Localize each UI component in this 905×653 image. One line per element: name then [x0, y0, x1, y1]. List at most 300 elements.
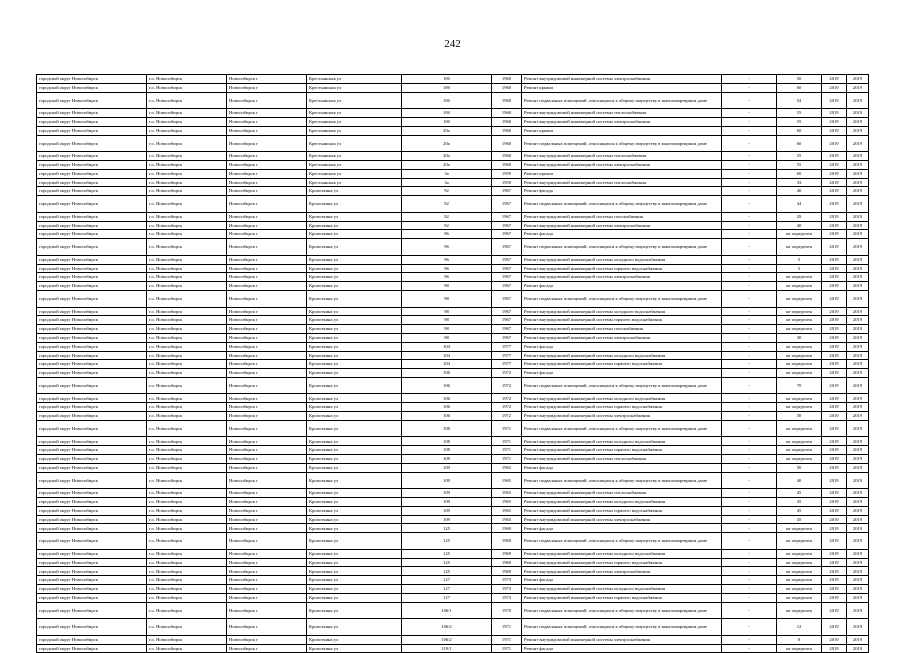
house-number-cell: 125	[402, 524, 492, 533]
district-cell: городской округ Новосибирск	[37, 316, 147, 325]
settlement-cell: г.о. Новосибирск	[147, 524, 227, 533]
extra-cell: -	[722, 307, 777, 316]
work-type-cell: Ремонт внутридомовой инженерной системы горячего водоснабжения	[522, 558, 722, 567]
house-number-cell: 104	[402, 342, 492, 351]
amount-cell: не определен	[777, 585, 822, 594]
work-type-cell: Ремонт внутридомовой инженерной системы горячего водоснабжения	[522, 593, 722, 602]
settlement-cell: г.о. Новосибирск	[147, 169, 227, 178]
street-cell: Крестьянская ул	[307, 92, 402, 109]
house-number-cell: 18б	[402, 92, 492, 109]
year-to-cell: 2019	[847, 515, 869, 524]
table-row	[37, 489, 869, 498]
district-cell: городской округ Новосибирск	[37, 533, 147, 550]
extra-cell: -	[722, 549, 777, 558]
amount-cell: не определен	[777, 282, 822, 291]
table-row	[37, 316, 869, 325]
work-type-cell: Ремонт внутридомовой инженерной системы теплоснабжения	[522, 455, 722, 464]
year-from-cell: 2019	[822, 446, 847, 455]
year-to-cell: 2019	[847, 264, 869, 273]
house-number-cell: 20а	[402, 152, 492, 161]
amount-cell: 60	[777, 169, 822, 178]
district-cell: городской округ Новосибирск	[37, 437, 147, 446]
table-body	[37, 75, 869, 653]
table-row	[37, 152, 869, 161]
work-type-cell: Ремонт внутридомовой инженерной системы теплоснабжения	[522, 489, 722, 498]
build-year-cell: 1967	[492, 273, 522, 282]
year-to-cell: 2019	[847, 369, 869, 378]
district-cell: городской округ Новосибирск	[37, 644, 147, 653]
year-to-cell: 2019	[847, 549, 869, 558]
build-year-cell: 1960	[492, 135, 522, 152]
build-year-cell: 1967	[492, 230, 522, 239]
year-from-cell: 2019	[822, 221, 847, 230]
table-row	[37, 212, 869, 221]
district-cell: городской округ Новосибирск	[37, 83, 147, 92]
house-number-cell: 127	[402, 576, 492, 585]
extra-cell: -	[722, 126, 777, 135]
street-cell: Кропоткина ул	[307, 282, 402, 291]
street-cell: Крестьянская ул	[307, 152, 402, 161]
year-to-cell: 2019	[847, 178, 869, 187]
district-cell: городской округ Новосибирск	[37, 463, 147, 472]
city-cell: Новосибирск г	[227, 290, 307, 307]
street-cell: Кропоткина ул	[307, 593, 402, 602]
house-number-cell: 98	[402, 333, 492, 342]
build-year-cell: 1960	[492, 160, 522, 169]
street-cell: Кропоткина ул	[307, 239, 402, 256]
work-type-cell: Ремонт подвальных помещений, относящихся к общему имуществу в многоквартирном доме	[522, 420, 722, 437]
year-to-cell: 2019	[847, 602, 869, 619]
extra-cell: -	[722, 602, 777, 619]
build-year-cell: 1967	[492, 196, 522, 213]
amount-cell: не определен	[777, 446, 822, 455]
street-cell: Крестьянская ул	[307, 109, 402, 118]
street-cell: Кропоткина ул	[307, 377, 402, 394]
district-cell: городской округ Новосибирск	[37, 307, 147, 316]
table-row	[37, 360, 869, 369]
table-row	[37, 558, 869, 567]
city-cell: Новосибирск г	[227, 377, 307, 394]
repair-schedule-table	[36, 74, 869, 653]
city-cell: Новосибирск г	[227, 644, 307, 653]
year-from-cell: 2019	[822, 644, 847, 653]
work-type-cell: Ремонт внутридомовой инженерной системы холодного водоснабжения	[522, 437, 722, 446]
extra-cell: -	[722, 644, 777, 653]
table-row	[37, 126, 869, 135]
year-from-cell: 2019	[822, 255, 847, 264]
year-to-cell: 2019	[847, 524, 869, 533]
street-cell: Кропоткина ул	[307, 412, 402, 421]
year-to-cell: 2019	[847, 394, 869, 403]
house-number-cell: 127	[402, 585, 492, 594]
city-cell: Новосибирск г	[227, 369, 307, 378]
work-type-cell: Ремонт фасада	[522, 369, 722, 378]
work-type-cell: Ремонт крыши	[522, 83, 722, 92]
year-from-cell: 2019	[822, 558, 847, 567]
build-year-cell: 1969	[492, 549, 522, 558]
build-year-cell: 1967	[492, 325, 522, 334]
work-type-cell: Ремонт подвальных помещений, относящихся к общему имуществу в многоквартирном доме	[522, 290, 722, 307]
settlement-cell: г.о. Новосибирск	[147, 342, 227, 351]
district-cell: городской округ Новосибирск	[37, 567, 147, 576]
year-to-cell: 2019	[847, 506, 869, 515]
extra-cell: -	[722, 412, 777, 421]
settlement-cell: г.о. Новосибирск	[147, 316, 227, 325]
settlement-cell: г.о. Новосибирск	[147, 230, 227, 239]
year-to-cell: 2019	[847, 255, 869, 264]
city-cell: Новосибирск г	[227, 92, 307, 109]
extra-cell: -	[722, 369, 777, 378]
year-to-cell: 2019	[847, 351, 869, 360]
table-row	[37, 472, 869, 489]
street-cell: Кропоткина ул	[307, 602, 402, 619]
city-cell: Новосибирск г	[227, 602, 307, 619]
house-number-cell: 96	[402, 239, 492, 256]
work-type-cell: Ремонт внутридомовой инженерной системы холодного водоснабжения	[522, 307, 722, 316]
year-from-cell: 2019	[822, 602, 847, 619]
house-number-cell: 109	[402, 506, 492, 515]
extra-cell: -	[722, 187, 777, 196]
house-number-cell: 125	[402, 558, 492, 567]
table-row	[37, 506, 869, 515]
extra-cell: -	[722, 489, 777, 498]
house-number-cell: 96	[402, 264, 492, 273]
city-cell: Новосибирск г	[227, 273, 307, 282]
build-year-cell: 1977	[492, 360, 522, 369]
house-number-cell: 106	[402, 369, 492, 378]
work-type-cell: Ремонт внутридомовой инженерной системы теплоснабжения	[522, 152, 722, 161]
build-year-cell: 1960	[492, 126, 522, 135]
settlement-cell: г.о. Новосибирск	[147, 635, 227, 644]
extra-cell: -	[722, 420, 777, 437]
district-cell: городской округ Новосибирск	[37, 549, 147, 558]
build-year-cell: 1960	[492, 75, 522, 84]
work-type-cell: Ремонт подвальных помещений, относящихся к общему имуществу в многоквартирном доме	[522, 602, 722, 619]
build-year-cell: 1965	[492, 515, 522, 524]
year-from-cell: 2019	[822, 92, 847, 109]
year-to-cell: 2019	[847, 412, 869, 421]
city-cell: Новосибирск г	[227, 593, 307, 602]
district-cell: городской округ Новосибирск	[37, 126, 147, 135]
year-from-cell: 2019	[822, 75, 847, 84]
build-year-cell: 1960	[492, 117, 522, 126]
street-cell: Кропоткина ул	[307, 351, 402, 360]
amount-cell: 50	[777, 463, 822, 472]
city-cell: Новосибирск г	[227, 126, 307, 135]
district-cell: городской округ Новосибирск	[37, 635, 147, 644]
house-number-cell: 106/2	[402, 619, 492, 636]
extra-cell: -	[722, 75, 777, 84]
amount-cell: не определен	[777, 239, 822, 256]
district-cell: городской округ Новосибирск	[37, 360, 147, 369]
year-to-cell: 2019	[847, 446, 869, 455]
house-number-cell: 108	[402, 446, 492, 455]
city-cell: Новосибирск г	[227, 152, 307, 161]
district-cell: городской округ Новосибирск	[37, 255, 147, 264]
city-cell: Новосибирск г	[227, 420, 307, 437]
district-cell: городской округ Новосибирск	[37, 178, 147, 187]
year-to-cell: 2019	[847, 558, 869, 567]
street-cell: Кропоткина ул	[307, 187, 402, 196]
work-type-cell: Ремонт внутридомовой инженерной системы газоснабжения	[522, 325, 722, 334]
district-cell: городской округ Новосибирск	[37, 369, 147, 378]
settlement-cell: г.о. Новосибирск	[147, 644, 227, 653]
table-row	[37, 576, 869, 585]
year-to-cell: 2019	[847, 567, 869, 576]
city-cell: Новосибирск г	[227, 75, 307, 84]
build-year-cell: 1973	[492, 593, 522, 602]
extra-cell: -	[722, 325, 777, 334]
extra-cell: -	[722, 273, 777, 282]
house-number-cell: 104	[402, 360, 492, 369]
house-number-cell: 106	[402, 377, 492, 394]
year-from-cell: 2019	[822, 126, 847, 135]
year-from-cell: 2019	[822, 533, 847, 550]
extra-cell: -	[722, 221, 777, 230]
street-cell: Кропоткина ул	[307, 369, 402, 378]
district-cell: городской округ Новосибирск	[37, 92, 147, 109]
settlement-cell: г.о. Новосибирск	[147, 196, 227, 213]
year-from-cell: 2019	[822, 333, 847, 342]
year-to-cell: 2019	[847, 635, 869, 644]
settlement-cell: г.о. Новосибирск	[147, 463, 227, 472]
settlement-cell: г.о. Новосибирск	[147, 498, 227, 507]
amount-cell: не определен	[777, 524, 822, 533]
city-cell: Новосибирск г	[227, 239, 307, 256]
build-year-cell: 1973	[492, 576, 522, 585]
amount-cell: 54	[777, 92, 822, 109]
house-number-cell: 109	[402, 498, 492, 507]
table-row	[37, 420, 869, 437]
year-to-cell: 2019	[847, 342, 869, 351]
street-cell: Кропоткина ул	[307, 316, 402, 325]
house-number-cell: 109	[402, 489, 492, 498]
year-to-cell: 2019	[847, 152, 869, 161]
year-from-cell: 2019	[822, 230, 847, 239]
build-year-cell: 1967	[492, 221, 522, 230]
city-cell: Новосибирск г	[227, 585, 307, 594]
work-type-cell: Ремонт внутридомовой инженерной системы горячего водоснабжения	[522, 506, 722, 515]
build-year-cell: 1972	[492, 394, 522, 403]
street-cell: Кропоткина ул	[307, 576, 402, 585]
street-cell: Кропоткина ул	[307, 437, 402, 446]
amount-cell: 12	[777, 619, 822, 636]
settlement-cell: г.о. Новосибирск	[147, 273, 227, 282]
table-row	[37, 602, 869, 619]
year-to-cell: 2019	[847, 307, 869, 316]
year-from-cell: 2019	[822, 117, 847, 126]
year-to-cell: 2019	[847, 169, 869, 178]
amount-cell: не определен	[777, 567, 822, 576]
house-number-cell: 106	[402, 394, 492, 403]
year-to-cell: 2019	[847, 325, 869, 334]
street-cell: Крестьянская ул	[307, 75, 402, 84]
table-row	[37, 282, 869, 291]
street-cell: Кропоткина ул	[307, 619, 402, 636]
street-cell: Кропоткина ул	[307, 567, 402, 576]
city-cell: Новосибирск г	[227, 196, 307, 213]
settlement-cell: г.о. Новосибирск	[147, 75, 227, 84]
year-from-cell: 2019	[822, 290, 847, 307]
amount-cell: не определен	[777, 558, 822, 567]
year-to-cell: 2019	[847, 282, 869, 291]
settlement-cell: г.о. Новосибирск	[147, 394, 227, 403]
year-from-cell: 2019	[822, 264, 847, 273]
work-type-cell: Ремонт внутридомовой инженерной системы электроснабжения	[522, 333, 722, 342]
street-cell: Крестьянская ул	[307, 126, 402, 135]
table-row	[37, 351, 869, 360]
amount-cell: не определен	[777, 533, 822, 550]
settlement-cell: г.о. Новосибирск	[147, 567, 227, 576]
work-type-cell: Ремонт внутридомовой инженерной системы электроснабжения	[522, 567, 722, 576]
settlement-cell: г.о. Новосибирск	[147, 109, 227, 118]
amount-cell: 40	[777, 472, 822, 489]
extra-cell: -	[722, 135, 777, 152]
street-cell: Кропоткина ул	[307, 524, 402, 533]
work-type-cell: Ремонт внутридомовой инженерной системы электроснабжения	[522, 515, 722, 524]
year-from-cell: 2019	[822, 549, 847, 558]
house-number-cell: 125	[402, 533, 492, 550]
district-cell: городской округ Новосибирск	[37, 239, 147, 256]
settlement-cell: г.о. Новосибирск	[147, 489, 227, 498]
work-type-cell: Ремонт внутридомовой инженерной системы электроснабжения	[522, 273, 722, 282]
city-cell: Новосибирск г	[227, 437, 307, 446]
street-cell: Кропоткина ул	[307, 533, 402, 550]
street-cell: Кропоткина ул	[307, 325, 402, 334]
work-type-cell: Ремонт внутридомовой инженерной системы горячего водоснабжения	[522, 446, 722, 455]
city-cell: Новосибирск г	[227, 394, 307, 403]
city-cell: Новосибирск г	[227, 533, 307, 550]
year-from-cell: 2019	[822, 585, 847, 594]
city-cell: Новосибирск г	[227, 635, 307, 644]
street-cell: Кропоткина ул	[307, 264, 402, 273]
extra-cell: -	[722, 455, 777, 464]
house-number-cell: 18б	[402, 117, 492, 126]
city-cell: Новосибирск г	[227, 455, 307, 464]
build-year-cell: 1960	[492, 109, 522, 118]
table-row	[37, 178, 869, 187]
district-cell: городской округ Новосибирск	[37, 515, 147, 524]
build-year-cell: 1967	[492, 307, 522, 316]
city-cell: Новосибирск г	[227, 264, 307, 273]
street-cell: Кропоткина ул	[307, 558, 402, 567]
house-number-cell: 98	[402, 316, 492, 325]
settlement-cell: г.о. Новосибирск	[147, 160, 227, 169]
street-cell: Кропоткина ул	[307, 307, 402, 316]
settlement-cell: г.о. Новосибирск	[147, 282, 227, 291]
district-cell: городской округ Новосибирск	[37, 230, 147, 239]
year-to-cell: 2019	[847, 160, 869, 169]
year-from-cell: 2019	[822, 489, 847, 498]
city-cell: Новосибирск г	[227, 282, 307, 291]
district-cell: городской округ Новосибирск	[37, 273, 147, 282]
extra-cell: -	[722, 394, 777, 403]
district-cell: городской округ Новосибирск	[37, 351, 147, 360]
house-number-cell: 108	[402, 420, 492, 437]
build-year-cell: 1967	[492, 255, 522, 264]
settlement-cell: г.о. Новосибирск	[147, 515, 227, 524]
house-number-cell: 98	[402, 290, 492, 307]
year-from-cell: 2019	[822, 394, 847, 403]
work-type-cell: Ремонт крыши	[522, 126, 722, 135]
city-cell: Новосибирск г	[227, 255, 307, 264]
street-cell: Кропоткина ул	[307, 644, 402, 653]
table-row	[37, 342, 869, 351]
street-cell: Кропоткина ул	[307, 515, 402, 524]
work-type-cell: Ремонт внутридомовой инженерной системы горячего водоснабжения	[522, 403, 722, 412]
extra-cell: -	[722, 333, 777, 342]
house-number-cell: 92	[402, 212, 492, 221]
year-from-cell: 2019	[822, 506, 847, 515]
year-from-cell: 2019	[822, 377, 847, 394]
district-cell: городской округ Новосибирск	[37, 169, 147, 178]
amount-cell: 34	[777, 196, 822, 213]
amount-cell: 45	[777, 506, 822, 515]
city-cell: Новосибирск г	[227, 489, 307, 498]
settlement-cell: г.о. Новосибирск	[147, 333, 227, 342]
table-row	[37, 394, 869, 403]
table-row	[37, 446, 869, 455]
year-from-cell: 2019	[822, 273, 847, 282]
year-to-cell: 2019	[847, 455, 869, 464]
house-number-cell: 104	[402, 351, 492, 360]
build-year-cell: 1967	[492, 316, 522, 325]
city-cell: Новосибирск г	[227, 169, 307, 178]
extra-cell: -	[722, 558, 777, 567]
street-cell: Крестьянская ул	[307, 135, 402, 152]
work-type-cell: Ремонт внутридомовой инженерной системы электроснабжения	[522, 160, 722, 169]
city-cell: Новосибирск г	[227, 515, 307, 524]
build-year-cell: 1973	[492, 585, 522, 594]
build-year-cell: 1972	[492, 403, 522, 412]
year-to-cell: 2019	[847, 212, 869, 221]
city-cell: Новосибирск г	[227, 160, 307, 169]
house-number-cell: 92	[402, 187, 492, 196]
build-year-cell: 1967	[492, 264, 522, 273]
year-to-cell: 2019	[847, 644, 869, 653]
amount-cell: не определен	[777, 290, 822, 307]
year-to-cell: 2019	[847, 489, 869, 498]
table-row	[37, 437, 869, 446]
district-cell: городской округ Новосибирск	[37, 75, 147, 84]
house-number-cell: 108	[402, 437, 492, 446]
table-row	[37, 644, 869, 653]
street-cell: Крестьянская ул	[307, 83, 402, 92]
settlement-cell: г.о. Новосибирск	[147, 585, 227, 594]
amount-cell: 60	[777, 135, 822, 152]
house-number-cell: 96	[402, 230, 492, 239]
build-year-cell: 1959	[492, 169, 522, 178]
page-number: 242	[444, 38, 461, 50]
city-cell: Новосибирск г	[227, 351, 307, 360]
settlement-cell: г.о. Новосибирск	[147, 135, 227, 152]
work-type-cell: Ремонт фасада	[522, 644, 722, 653]
settlement-cell: г.о. Новосибирск	[147, 593, 227, 602]
table-row	[37, 369, 869, 378]
work-type-cell: Ремонт внутридомовой инженерной системы теплоснабжения	[522, 178, 722, 187]
house-number-cell: 20а	[402, 160, 492, 169]
build-year-cell: 1971	[492, 644, 522, 653]
extra-cell: -	[722, 403, 777, 412]
work-type-cell: Ремонт фасада	[522, 463, 722, 472]
extra-cell: -	[722, 498, 777, 507]
settlement-cell: г.о. Новосибирск	[147, 239, 227, 256]
extra-cell: -	[722, 446, 777, 455]
table-row	[37, 325, 869, 334]
work-type-cell: Ремонт внутридомовой инженерной системы электроснабжения	[522, 221, 722, 230]
year-to-cell: 2019	[847, 316, 869, 325]
build-year-cell: 1977	[492, 342, 522, 351]
